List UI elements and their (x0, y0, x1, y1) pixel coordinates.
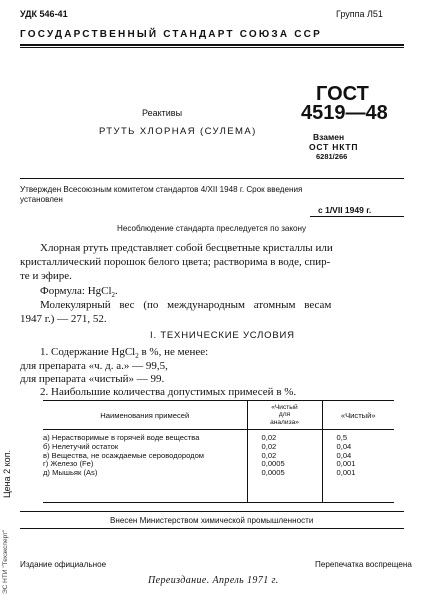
effective-date-rule (310, 216, 404, 217)
group-code: Группа Л51 (336, 9, 383, 19)
formula-end: . (115, 285, 118, 297)
requirement-1-subscript: 2 (135, 352, 139, 361)
footer-mid-rule (20, 528, 404, 529)
pure-grade-value: 0,001 (322, 460, 394, 469)
source-watermark: ЭС НТИ "Техэксперт" (2, 529, 9, 594)
approval-top-rule (20, 178, 404, 179)
banner-rule-thin (20, 47, 404, 48)
intro-line-2: кристаллический порошок белого цвета; растворима в воде, спир- (20, 256, 331, 268)
price-label: Цена 2 коп. (2, 449, 12, 498)
pure-grade-value: 0,04 (322, 443, 394, 452)
intro-line-1: Хлорная ртуть представляет собой бесцветные кристаллы или (40, 242, 333, 254)
replaced-number: 6281/266 (316, 152, 348, 161)
column-header-pure-grade: «Чистый» (322, 401, 394, 430)
analytical-grade-value: 0,0005 (247, 460, 322, 469)
requirement-1-line-3: для препарата «чистый» — 99. (20, 373, 165, 385)
table-header-row (43, 401, 394, 430)
document-title: РТУТЬ ХЛОРНАЯ (СУЛЕМА) (99, 126, 257, 137)
table-row (43, 430, 394, 443)
requirement-1-line-2: для препарата «ч. д. а.» — 99,5, (20, 360, 168, 372)
analytical-grade-value: 0,02 (247, 443, 322, 452)
molecular-weight-line-1: Молекулярный вес (по международным атомным весам (40, 299, 332, 311)
formula-label: Формула: (40, 285, 85, 297)
column-header-analytical-grade (247, 401, 322, 430)
udk-code: УДК 546-41 (20, 9, 68, 19)
impurity-name: г) Железо (Fe) (43, 459, 94, 469)
compliance-warning: Несоблюдение стандарта преследуется по закону (117, 224, 307, 233)
impurity-name: а) Нерастворимые в горячей воде вещества (43, 433, 200, 442)
analytical-grade-value: 0,02 (247, 430, 322, 443)
requirement-1-text: 1. Содержание HgCl (40, 346, 136, 358)
pure-grade-value: 0,5 (322, 430, 394, 443)
requirement-1 (40, 346, 208, 360)
section-heading: I. ТЕХНИЧЕСКИЕ УСЛОВИЯ (150, 330, 295, 341)
impurity-name: д) Мышьяк (As) (43, 468, 98, 478)
intro-line-3: те и эфире. (20, 270, 72, 282)
official-edition: Издание официальное (20, 560, 107, 569)
gost-label: ГОСТ (316, 83, 369, 105)
footer-top-rule (20, 511, 404, 512)
table-row (43, 469, 394, 478)
state-standard-banner: ГОСУДАРСТВЕННЫЙ СТАНДАРТ СОЮЗА ССР (20, 29, 322, 40)
formula-value: HgCl (87, 285, 112, 297)
replaces-label: Взамен (313, 132, 345, 142)
approval-line: Утвержден Всесоюзным комитетом стандартов 4/XII 1948 г. Срок введения (20, 185, 303, 194)
effective-date: с 1/VII 1949 г. (318, 205, 372, 215)
analytical-grade-value: 0,02 (247, 452, 322, 461)
banner-rule (20, 44, 404, 46)
pure-grade-value: 0,001 (322, 469, 394, 478)
replaced-ost: ОСТ НКТП (309, 142, 359, 152)
impurity-name: б) Нелетучий остаток (43, 441, 119, 451)
column-header-analytical-grade-l1: «Чистый (271, 403, 298, 411)
requirement-2: 2. Наибольшие количества допустимых примесей в %. (40, 386, 297, 398)
requirement-1-text-end: в %, не менее: (138, 346, 209, 358)
column-header-analytical-grade-l2: для (278, 411, 291, 419)
pure-grade-value: 0,04 (322, 452, 394, 461)
approval-line-2: установлен (20, 195, 63, 204)
impurities-table (43, 400, 394, 503)
formula-line (40, 285, 118, 299)
molecular-weight-line-2: 1947 г.) — 271, 52. (20, 313, 107, 325)
introduced-by: Внесен Министерством химической промышленности (110, 516, 314, 525)
column-header-analytical-grade-l3: анализа» (270, 418, 299, 426)
gost-number: 4519—48 (301, 102, 388, 124)
reprint-prohibited: Перепечатка воспрещена (315, 560, 412, 569)
impurity-name: в) Вещества, не осаждаемые сероводородом (43, 450, 205, 460)
formula-subscript: 2 (111, 291, 116, 300)
column-header-impurity: Наименования примесей (43, 401, 247, 430)
category-label: Реактивы (142, 108, 183, 118)
reissue-note: Переиздание. Апрель 1971 г. (148, 575, 279, 586)
analytical-grade-value: 0,0005 (247, 469, 322, 478)
table-bottom-spacer (43, 478, 394, 503)
